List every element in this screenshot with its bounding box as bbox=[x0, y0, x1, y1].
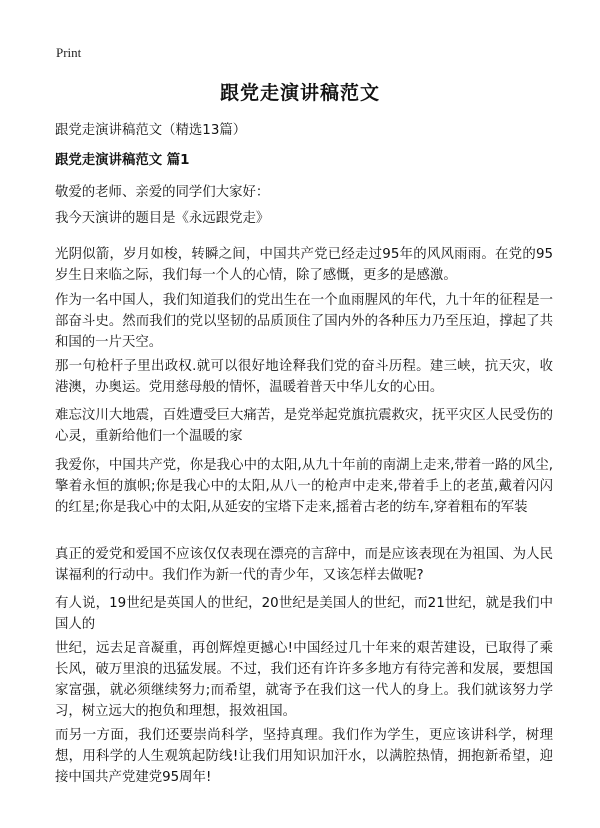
paragraph-5: 我爱你，中国共产党，你是我心中的太阳,从九十年前的南湖上走来,带着一路的风尘,擎着永恒的旗帜;你是我心中的太阳,从八一的枪声中走来,带着手上的老茧,戴着闪闪的红星;你是我心中的太阳,从延安的宝塔下走来,摇着古老的纺车,穿着粗布的军装 bbox=[55, 458, 553, 515]
print-link[interactable]: Print bbox=[56, 45, 82, 60]
document-subtitle: 跟党走演讲稿范文（精选13篇） bbox=[55, 123, 247, 138]
paragraph-1: 光阴似箭，岁月如梭，转瞬之间，中国共产党已经走过95年的风风雨雨。在党的95岁生日来临之际，我们每一个人的心情，除了感慨，更多的是感激。 bbox=[55, 247, 553, 283]
paragraph-6: 真正的爱党和爱国不应该仅仅表现在漂亮的言辞中，而是应该表现在为祖国、为人民谋福利的行动中。我们作为新一代的青少年，又该怎样去做呢? bbox=[55, 547, 553, 583]
document-title: 跟党走演讲稿范文 bbox=[219, 82, 380, 104]
paragraph-2: 作为一名中国人，我们知道我们的党出生在一个血雨腥风的年代，九十年的征程是一部奋斗史。然而我们的党以坚韧的品质顶住了国内外的各种压力乃至压迫，撑起了共和国的一片天空。 bbox=[55, 293, 553, 350]
paragraph-9: 而另一方面，我们还要崇尚科学，坚持真理。我们作为学生，更应该讲科学，树理想，用科学的人生观筑起防线!让我们用知识加汗水，以满腔热情，拥抱新希望，迎接中国共产党建党95周年! bbox=[55, 728, 553, 785]
paragraph-3: 那一句枪杆子里出政权.就可以很好地诠释我们党的奋斗历程。建三峡，抗天灾，收港澳，办奥运。党用慈母般的情怀，温暖着普天中华儿女的心田。 bbox=[55, 359, 553, 395]
paragraph-8: 世纪，远去足音凝重，再创辉煌更撼心!中国经过几十年来的艰苦建设，已取得了乘长风，破万里浪的迅猛发展。不过，我们还有许许多多地方有待完善和发展，要想国家富强，就必须继续努力;而希望，就寄予在我们这一代人的身上。我们就该努力学习，树立远大的抱负和理想，报效祖国。 bbox=[55, 641, 553, 719]
section-heading: 跟党走演讲稿范文 篇1 bbox=[55, 153, 190, 168]
paragraph-7: 有人说，19世纪是英国人的世纪，20世纪是美国人的世纪，而21世纪，就是我们中国人的 bbox=[55, 596, 553, 632]
paragraph-topic: 我今天演讲的题目是《永远跟党走》 bbox=[55, 211, 270, 226]
paragraph-greeting: 敬爱的老师、亲爱的同学们大家好： bbox=[55, 185, 270, 200]
paragraph-4: 难忘汶川大地震，百姓遭受巨大痛苦，是党举起党旗抗震救灾，抚平灾区人民受伤的心灵，重新给他们一个温暖的家 bbox=[55, 408, 553, 444]
